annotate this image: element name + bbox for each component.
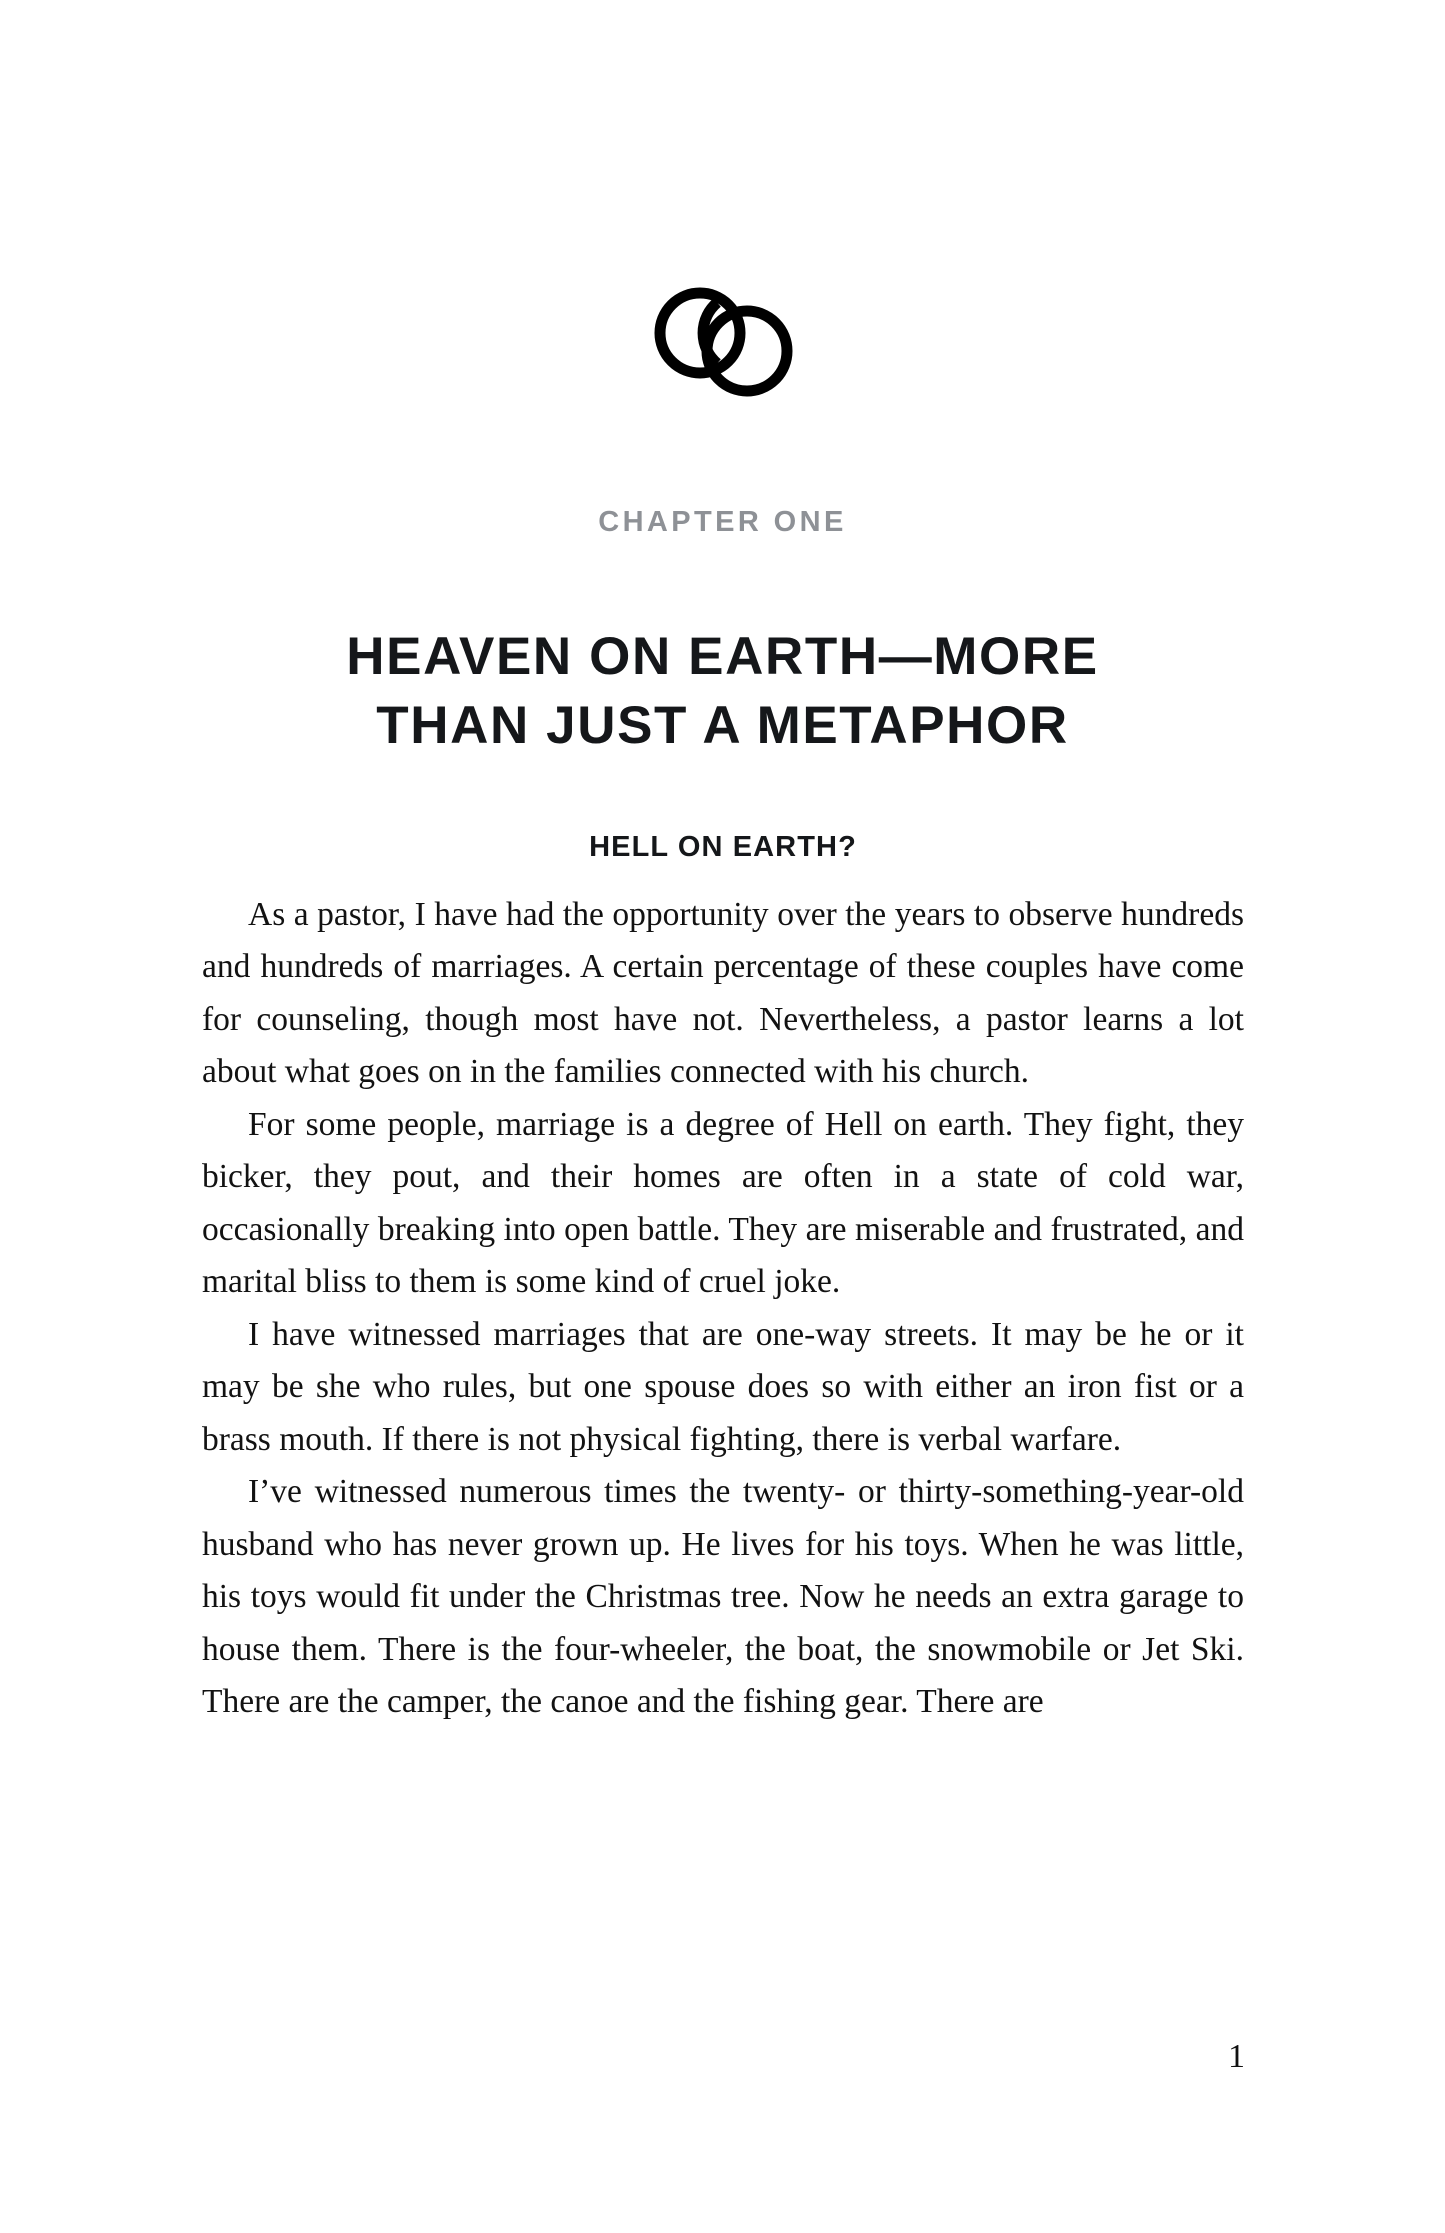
body-paragraph: As a pastor, I have had the opportunity over the years to observe hundreds and hundreds of marriages. A certain percentage of these couples have come for counseling, though most have not. Nevertheless, a pastor learns a lot about what goes on in the families connected with his church. <box>202 895 1244 1091</box>
chapter-title-line-2: THAN JUST A METAPHOR <box>376 696 1069 756</box>
section-heading: HELL ON EARTH? <box>589 831 857 863</box>
body-paragraph: For some people, marriage is a degree of Hell on earth. They fight, they bicker, they pout, and their homes are often in a state of cold war, occasionally breaking into open battle. They are miserable and frustrated, and marital bliss to them is some kind of cruel joke. <box>202 1105 1244 1301</box>
page-number: 1 <box>1228 2038 1245 2075</box>
chapter-label: CHAPTER ONE <box>598 506 847 538</box>
page-title <box>175 622 1270 762</box>
chapter-title-line-1: HEAVEN ON EARTH—MORE <box>346 626 1099 686</box>
body-content <box>202 830 1244 1729</box>
body-paragraph: I’ve witnessed numerous times the twenty- or thirty-something-year-old husband who has never grown up. He lives for his toys. When he was little, his toys would fit under the Christmas tree. Now he needs an extra garage to house them. There is the four-wheeler, the boat, the snowmobile or Jet Ski. There are the camper, the canoe and the fishing gear. There are <box>202 1473 1244 1721</box>
chapter-ornament <box>0 285 1445 400</box>
interlocking-wedding-rings-ornament-icon <box>643 285 803 400</box>
body-paragraph: I have witnessed marriages that are one-way streets. It may be he or it may be she who rules, but one spouse does so with either an iron fist or a brass mouth. If there is not physical fighting, there is verbal warfare. <box>202 1315 1244 1458</box>
